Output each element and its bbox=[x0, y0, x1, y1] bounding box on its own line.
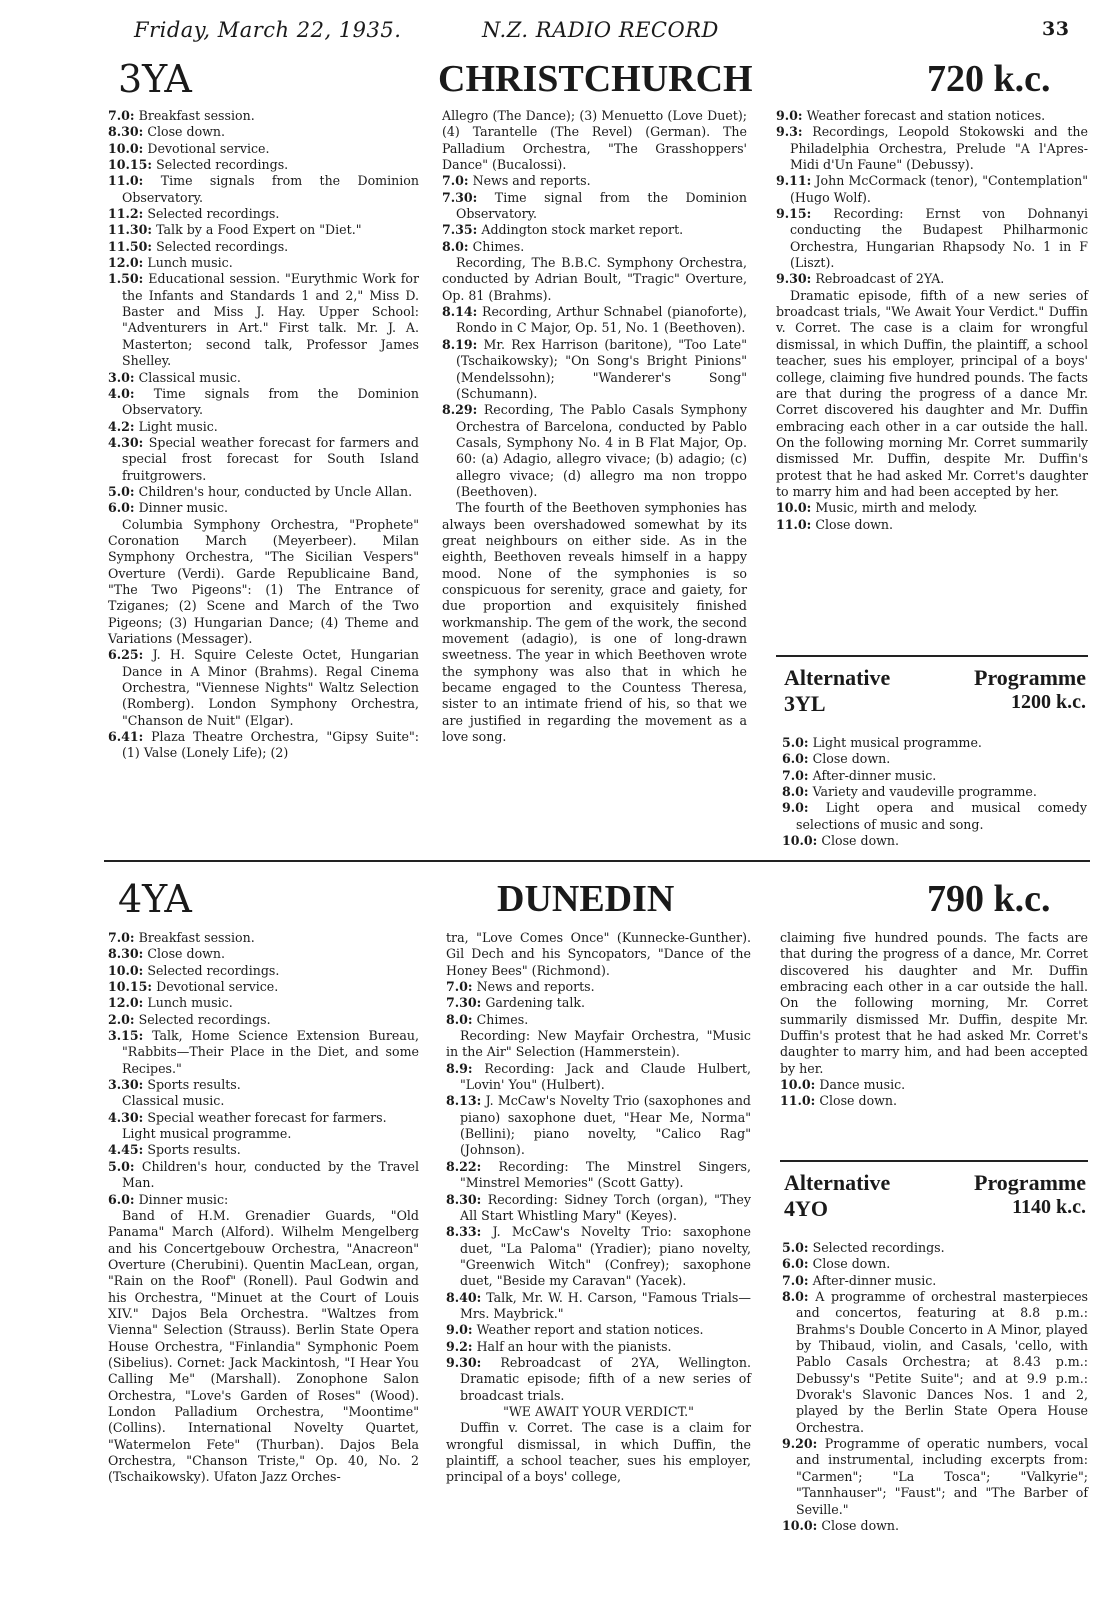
listing-entry bbox=[108, 157, 419, 173]
entry-text: Recording, Arthur Schnabel (pianoforte), Rondo in C Major, Op. 51, No. 1 (Beethoven). bbox=[456, 304, 747, 336]
entry-text: Chimes. bbox=[472, 238, 525, 254]
listing-entry bbox=[108, 435, 419, 484]
entry-text: Dinner music: bbox=[138, 1191, 229, 1207]
entry-text: Recording, The B.B.C. Symphony Orchestra, conducted by Adrian Boult, "Tragic" Overture, Op. 81 (Brahms). bbox=[442, 255, 747, 303]
entry-text: Children's hour, conducted by Uncle Allan. bbox=[138, 483, 413, 499]
time-label: 4.45: bbox=[108, 1142, 144, 1158]
time-label: 11.2: bbox=[108, 206, 144, 222]
listing-entry bbox=[108, 946, 419, 962]
time-label: 4.30: bbox=[108, 1109, 144, 1125]
listing-entry bbox=[108, 173, 419, 206]
listing-entry bbox=[776, 288, 1088, 500]
entry-text: Breakfast session. bbox=[138, 930, 255, 945]
entry-text: Special weather forecast for farmers. bbox=[147, 1109, 387, 1125]
listing-entry bbox=[446, 1028, 751, 1061]
time-label: 11.0: bbox=[780, 1093, 816, 1109]
alt-freq: 1200 k.c. bbox=[1011, 691, 1086, 713]
time-label: 12.0: bbox=[108, 995, 144, 1011]
entry-text: Weather report and station notices. bbox=[476, 1322, 704, 1338]
listing-entry bbox=[108, 419, 419, 435]
time-label: 10.15: bbox=[108, 157, 153, 173]
listing-entry bbox=[108, 930, 419, 946]
entry-text: Special weather forecast for farmers and special frost forecast for South Island fruitgrowers. bbox=[122, 434, 419, 483]
entry-text: Close down. bbox=[812, 1256, 891, 1272]
entry-text: Close down. bbox=[819, 1093, 898, 1109]
listing-entry bbox=[782, 1256, 1088, 1272]
entry-text: Recording: Sidney Torch (organ), "They All Start Whistling Mary" (Keyes). bbox=[460, 1191, 751, 1223]
time-label: 8.33: bbox=[446, 1224, 482, 1240]
listing-entry bbox=[782, 735, 1087, 751]
time-label: 8.0: bbox=[446, 1011, 473, 1027]
listing-entry bbox=[108, 206, 419, 222]
time-label: 9.3: bbox=[776, 124, 803, 140]
entry-text: Children's hour, conducted by the Travel Man. bbox=[122, 1158, 419, 1191]
listing-entry bbox=[446, 930, 751, 979]
entry-text: Gardening talk. bbox=[485, 995, 585, 1011]
listing-entry bbox=[776, 517, 1088, 533]
entry-text: Close down. bbox=[147, 946, 226, 962]
s1-alternative-box bbox=[776, 655, 1088, 735]
alt-call: 3YL bbox=[784, 691, 826, 716]
time-label: 6.25: bbox=[108, 647, 144, 663]
city-dunedin: DUNEDIN bbox=[497, 878, 675, 920]
time-label: 5.0: bbox=[782, 1240, 809, 1255]
entry-text: Variety and vaudeville programme. bbox=[812, 784, 1037, 800]
listing-entry bbox=[782, 1436, 1088, 1518]
time-label: 9.0: bbox=[782, 800, 809, 816]
listing-entry bbox=[108, 1208, 419, 1486]
time-label: 7.30: bbox=[442, 189, 478, 205]
entry-text: After-dinner music. bbox=[812, 1272, 937, 1288]
listing-entry bbox=[108, 1159, 419, 1192]
listing-entry bbox=[108, 108, 419, 124]
s2-col2 bbox=[446, 930, 751, 1486]
listing-entry bbox=[108, 255, 419, 271]
listing-entry bbox=[782, 1289, 1088, 1436]
entry-text: Duffin v. Corret. The case is a claim for wrongful dismissal, in which Duffin, the plaintiff, a school teacher, sues his employer, principal of a boys' college, bbox=[446, 1420, 751, 1485]
time-label: 8.0: bbox=[442, 238, 469, 254]
listing-entry bbox=[442, 255, 747, 304]
entry-text: tra, "Love Comes Once" (Kunnecke-Gunther). Gil Dech and his Syncopators, "Dance of the Honey Bees" (Richmond). bbox=[446, 930, 751, 978]
listing-entry bbox=[108, 1192, 419, 1208]
listing-entry bbox=[782, 751, 1087, 767]
station-call-4ya: 4YA bbox=[118, 877, 192, 921]
entry-text: Dramatic episode, fifth of a new series of broadcast trials, "We Await Your Verdict." Duffin v. Corret. The case is a claim for wrongful dismissal, in which Duffin, the plaintiff, a school teacher, sues his employer, principal of a boys' college, claiming five hundred pounds. The facts are that during the progress of a dance Mr. Corret discovered his daughter and Mr. Duffin embracing each other in a car outside the hall. On the following morning Mr. Corret summarily dismissed Mr. Duffin, despite Mr. Duffin's protest that he had asked Mr. Corret's daughter to marry him and had been accepted by her. bbox=[776, 287, 1088, 499]
time-label: 11.30: bbox=[108, 222, 153, 238]
listing-entry bbox=[776, 173, 1088, 206]
entry-text: Recording: Jack and Claude Hulbert, "Lovin' You" (Hulbert). bbox=[460, 1060, 751, 1093]
alt-label: Alternative bbox=[784, 1170, 891, 1195]
listing-entry bbox=[108, 386, 419, 419]
listing-entry bbox=[446, 1159, 751, 1192]
time-label: 9.0: bbox=[446, 1322, 473, 1338]
entry-text: Classical music. bbox=[138, 369, 241, 385]
listing-entry bbox=[446, 1290, 751, 1323]
time-label: 10.15: bbox=[108, 979, 153, 995]
time-label: 8.22: bbox=[446, 1158, 482, 1174]
listing-entry bbox=[776, 108, 1088, 124]
time-label: 9.30: bbox=[776, 271, 812, 287]
alt-label: Alternative bbox=[784, 665, 891, 690]
listing-entry bbox=[108, 124, 419, 140]
entry-text: J. McCaw's Novelty Trio (saxophones and piano) saxophone duet, "Hear Me, Norma" (Bellini); piano novelty, "Calico Rag" (Johnson). bbox=[460, 1093, 751, 1158]
listing-entry bbox=[776, 124, 1088, 173]
entry-text: Recording, The Pablo Casals Symphony Orchestra of Barcelona, conducted by Pablo Casals, Symphony No. 4 in B Flat Major, Op. 60: (a) Adagio, allegro vivace; (b) adagio; (c) allegro vivace; (d) allegro ma non troppo (Beethoven). bbox=[456, 402, 747, 499]
time-label: 5.0: bbox=[782, 735, 809, 750]
alt-call: 4YO bbox=[784, 1196, 828, 1221]
alt-freq: 1140 k.c. bbox=[1012, 1196, 1086, 1218]
entry-text: Weather forecast and station notices. bbox=[806, 108, 1046, 123]
entry-text: Band of H.M. Grenadier Guards, "Old Panama" March (Alford). Wilhelm Mengelberg and his Concertgebouw Orchestra, "Anacreon" Overture (Cherubini). Quentin MacLean, organ, "Rain on the Roof" (Ronell). Paul Godwin and his Orchestra, "Minuet at the Court of Louis XIV." Dajos Bela Orchestra. "Waltzes from Vienna" Selection (Strauss). Berlin State Opera House Orchestra, "Finlandia" Symphonic Poem (Sibelius). Cornet: Jack Mackintosh, "I Hear You Calling Me" (Marshall). Zonophone Salon Orchestra, "Love's Garden of Roses" (Wood). London Palladium Orchestra, "Moontime" (Collins). International Novelty Quartet, "Watermelon Fete" (Thurban). Dajos Bela Orchestra, "Chanson Triste," Op. 40, No. 2 (Tschaikowsky). Ufaton Jazz Orches- bbox=[108, 1207, 419, 1485]
entry-text: J. H. Squire Celeste Octet, Hungarian Dance in A Minor (Brahms). Regal Cinema Orchestra, "Viennese Nights" Waltz Selection (Romberg). London Symphony Orchestra, "Chanson de Nuit" (Elgar). bbox=[122, 647, 419, 728]
listing-entry bbox=[776, 206, 1088, 271]
time-label: 9.11: bbox=[776, 173, 812, 189]
entry-text: Selected recordings. bbox=[147, 962, 280, 978]
listing-entry bbox=[108, 271, 419, 369]
entry-text: Close down. bbox=[815, 516, 894, 532]
section-divider bbox=[104, 860, 1090, 862]
listing-entry bbox=[782, 1240, 1088, 1256]
listing-entry bbox=[442, 500, 747, 745]
time-label: 8.14: bbox=[442, 304, 478, 320]
entry-text: Close down. bbox=[147, 124, 226, 140]
time-label: 9.2: bbox=[446, 1338, 473, 1354]
s1-alt-list bbox=[782, 735, 1087, 849]
entry-text: News and reports. bbox=[476, 979, 595, 995]
listing-entry bbox=[108, 484, 419, 500]
listing-entry bbox=[442, 108, 747, 173]
listing-entry bbox=[442, 190, 747, 223]
entry-text: Devotional service. bbox=[147, 140, 270, 156]
time-label: 10.0: bbox=[776, 500, 812, 516]
time-label: 3.0: bbox=[108, 369, 135, 385]
entry-text: Rebroadcast of 2YA, Wellington. Dramatic episode; fifth of a new series of broadcast trials. bbox=[460, 1354, 751, 1403]
listing-entry bbox=[442, 337, 747, 402]
time-label: 7.35: bbox=[442, 222, 478, 238]
listing-entry bbox=[108, 1110, 419, 1126]
time-label: 6.41: bbox=[108, 729, 144, 745]
listing-entry bbox=[442, 402, 747, 500]
frequency-720: 720 k.c. bbox=[927, 58, 1051, 100]
station-call-3ya: 3YA bbox=[118, 57, 192, 101]
listing-entry bbox=[442, 239, 747, 255]
entry-text: Time signals from the Dominion Observatory. bbox=[122, 385, 419, 418]
entry-text: claiming five hundred pounds. The facts are that during the progress of a dance, Mr. Corret discovered his daughter and Mr. Duffin embracing each other in a car outside the hall. On the following morning, Mr. Corret summarily dismissed Mr. Duffin, despite Mr. Duffin's protest that he had asked Mr. Corret's daughter to marry him, and had been accepted by her. bbox=[780, 930, 1088, 1076]
listing-entry bbox=[108, 729, 419, 762]
listing-entry bbox=[108, 222, 419, 238]
time-label: 9.0: bbox=[776, 108, 803, 123]
listing-entry bbox=[446, 1420, 751, 1485]
listing-entry bbox=[108, 1028, 419, 1077]
entry-text: Lunch music. bbox=[147, 995, 233, 1011]
city-christchurch: CHRISTCHURCH bbox=[438, 58, 753, 100]
listing-entry bbox=[108, 1126, 419, 1142]
entry-text: Talk by a Food Expert on "Diet." bbox=[156, 222, 362, 238]
entry-text: Music, mirth and melody. bbox=[815, 500, 978, 516]
listing-entry bbox=[782, 784, 1087, 800]
time-label: 8.19: bbox=[442, 336, 478, 352]
listing-entry bbox=[446, 1192, 751, 1225]
entry-text: Talk, Home Science Extension Bureau, "Rabbits—Their Place in the Diet, and some Recipes." bbox=[122, 1028, 419, 1076]
entry-text: Columbia Symphony Orchestra, "Prophete" Coronation March (Meyerbeer). Milan Symphony Orchestra, "The Sicilian Vespers" Overture (Verdi). Garde Republicaine Band, "The Two Pigeons": (1) The Entrance of Tziganes; (2) Scene and March of the Two Pigeons; (3) Hungarian Dance; (4) Theme and Variations (Messager). bbox=[108, 516, 419, 646]
time-label: 6.0: bbox=[782, 1256, 809, 1272]
time-label: 11.50: bbox=[108, 238, 153, 254]
entry-text: Devotional service. bbox=[156, 979, 279, 995]
time-label: 10.0: bbox=[108, 962, 144, 978]
time-label: 6.0: bbox=[108, 1191, 135, 1207]
time-label: 11.0: bbox=[776, 516, 812, 532]
time-label: 8.13: bbox=[446, 1093, 482, 1109]
time-label: 8.40: bbox=[446, 1289, 482, 1305]
listing-entry bbox=[108, 1142, 419, 1158]
entry-text: Dinner music. bbox=[138, 500, 229, 516]
listing-entry bbox=[108, 239, 419, 255]
entry-text: Recordings, Leopold Stokowski and the Philadelphia Orchestra, Prelude "A l'Apres-Midi d'Un Faune" (Debussy). bbox=[790, 124, 1089, 173]
entry-text: Sports results. bbox=[147, 1077, 241, 1093]
listing-entry bbox=[446, 1322, 751, 1338]
entry-text: News and reports. bbox=[472, 173, 591, 189]
listing-entry bbox=[108, 979, 419, 995]
time-label: 7.30: bbox=[446, 995, 482, 1011]
time-label: 7.0: bbox=[108, 930, 135, 945]
entry-text: Recording: The Minstrel Singers, "Minstrel Memories" (Scott Gatty). bbox=[460, 1158, 751, 1191]
listing-entry bbox=[782, 833, 1087, 849]
time-label: 10.0: bbox=[782, 833, 818, 849]
entry-text: Light musical programme. bbox=[812, 735, 982, 750]
listing-entry bbox=[108, 963, 419, 979]
time-label: 7.0: bbox=[442, 173, 469, 189]
entry-text: Recording: New Mayfair Orchestra, "Music in the Air" Selection (Hammerstein). bbox=[446, 1028, 751, 1060]
time-label: 12.0: bbox=[108, 255, 144, 271]
time-label: 4.30: bbox=[108, 434, 144, 450]
time-label: 9.30: bbox=[446, 1354, 482, 1370]
listing-entry bbox=[782, 800, 1087, 833]
entry-text: Plaza Theatre Orchestra, "Gipsy Suite": (1) Valse (Lonely Life); (2) bbox=[122, 729, 419, 761]
entry-text: Recording: Ernst von Dohnanyi conducting the Budapest Philharmonic Orchestra, Hungarian Rhapsody No. 1 in F (Liszt). bbox=[790, 206, 1088, 271]
entry-text: Close down. bbox=[812, 751, 891, 767]
listing-entry bbox=[108, 1077, 419, 1093]
entry-text: Addington stock market report. bbox=[481, 222, 684, 238]
entry-text: Allegro (The Dance); (3) Menuetto (Love Duet); (4) Tarantelle (The Revel) (German). The Palladium Orchestra, "The Grasshoppers' Dance" (Bucalossi). bbox=[442, 108, 747, 173]
time-label: 7.0: bbox=[782, 1272, 809, 1288]
s2-col1 bbox=[108, 930, 419, 1486]
time-label: 7.0: bbox=[108, 108, 135, 123]
entry-text: Selected recordings. bbox=[147, 206, 280, 222]
listing-entry bbox=[780, 1093, 1088, 1109]
time-label: 3.30: bbox=[108, 1077, 144, 1093]
listing-entry bbox=[780, 1077, 1088, 1093]
listing-entry bbox=[108, 500, 419, 516]
listing-entry bbox=[446, 1224, 751, 1289]
entry-text: A programme of orchestral masterpieces and concertos, featuring at 8.8 p.m.: Brahms's Double Concerto in A Minor, played by Thibaud, violin, and Casals, 'cello, with Pablo Casals Orchestra; at 8.43 p.m.: Debussy's "Petite Suite"; and at 9.9 p.m.: Dvorak's Slavonic Dances Nos. 1 and 2, played by the Berlin State Opera House Orchestra. bbox=[796, 1289, 1088, 1435]
entry-text: "WE AWAIT YOUR VERDICT." bbox=[503, 1403, 694, 1419]
s1-col1 bbox=[108, 108, 419, 762]
page-number: 33 bbox=[1042, 18, 1070, 40]
time-label: 8.29: bbox=[442, 402, 478, 418]
listing-entry bbox=[108, 647, 419, 729]
listing-entry bbox=[108, 370, 419, 386]
s2-alternative-box bbox=[780, 1160, 1088, 1240]
entry-text: Chimes. bbox=[476, 1011, 529, 1027]
entry-text: Light musical programme. bbox=[122, 1126, 292, 1142]
time-label: 10.0: bbox=[782, 1517, 818, 1533]
listing-entry bbox=[446, 1355, 751, 1404]
time-label: 1.50: bbox=[108, 271, 144, 287]
s2-col3 bbox=[780, 930, 1088, 1110]
listing-entry bbox=[108, 141, 419, 157]
time-label: 10.0: bbox=[780, 1077, 816, 1093]
time-label: 3.15: bbox=[108, 1028, 144, 1044]
time-label: 8.0: bbox=[782, 1289, 809, 1305]
entry-text: Dance music. bbox=[819, 1077, 906, 1093]
entry-text: Mr. Rex Harrison (baritone), "Too Late" (Tschaikowsky); "On Song's Bright Pinions" (Mendelssohn); "Wanderer's Song" (Schumann). bbox=[456, 336, 747, 401]
listing-entry bbox=[782, 1273, 1088, 1289]
entry-text: Classical music. bbox=[122, 1093, 225, 1109]
time-label: 8.0: bbox=[782, 784, 809, 800]
entry-text: Time signal from the Dominion Observatory. bbox=[456, 189, 747, 222]
entry-text: Close down. bbox=[821, 833, 900, 849]
listing-entry bbox=[782, 1518, 1088, 1534]
entry-text: Selected recordings. bbox=[156, 238, 289, 254]
time-label: 6.0: bbox=[108, 500, 135, 516]
time-label: 6.0: bbox=[782, 751, 809, 767]
entry-text: Selected recordings. bbox=[138, 1011, 271, 1027]
entry-text: Talk, Mr. W. H. Carson, "Famous Trials—Mrs. Maybrick." bbox=[460, 1289, 751, 1321]
time-label: 4.0: bbox=[108, 385, 135, 401]
alt-label2: Programme bbox=[974, 1170, 1086, 1195]
entry-text: Half an hour with the pianists. bbox=[476, 1338, 672, 1354]
header-date: Friday, March 22, 1935. bbox=[134, 18, 402, 42]
entry-text: Educational session. "Eurythmic Work for the Infants and Standards 1 and 2," Miss D. Baster and Miss J. Hay. Upper School: "Adventurers in Art." First talk. Mr. J. A. Masterton; second talk, Professor James Shelley. bbox=[122, 271, 419, 369]
listing-entry bbox=[446, 1012, 751, 1028]
entry-text: The fourth of the Beethoven symphonies has always been overshadowed somewhat by its great neighbours on either side. As in the eighth, Beethoven reveals himself in a happy mood. None of the symphonies is so conspicuous for serenity, grace and gaiety, for due proportion and exquisitely finished workmanship. The gem of the work, the second movement (adagio), is one of long-drawn sweetness. The year in which Beethoven wrote the symphony was also that in which he became engaged to the Countess Theresa, sister to an intimate friend of his, so that we are justified in regarding the movement as a love song. bbox=[442, 500, 747, 745]
entry-text: Light opera and musical comedy selections of music and song. bbox=[796, 800, 1087, 832]
header-title: N.Z. RADIO RECORD bbox=[482, 18, 719, 42]
entry-text: J. McCaw's Novelty Trio: saxophone duet, "La Paloma" (Yradier); piano novelty, "Greenwich Witch" (Confrey); saxophone duet, "Beside my Caravan" (Yacek). bbox=[460, 1224, 751, 1289]
entry-text: Sports results. bbox=[147, 1142, 241, 1158]
alt-label2: Programme bbox=[974, 665, 1086, 690]
listing-entry bbox=[442, 304, 747, 337]
s1-col3 bbox=[776, 108, 1088, 533]
listing-entry bbox=[442, 222, 747, 238]
listing-entry bbox=[446, 1093, 751, 1158]
entry-text: Lunch music. bbox=[147, 255, 233, 271]
time-label: 4.2: bbox=[108, 418, 135, 434]
time-label: 8.30: bbox=[108, 124, 144, 140]
entry-text: Breakfast session. bbox=[138, 108, 255, 123]
entry-text: Close down. bbox=[821, 1517, 900, 1533]
listing-entry bbox=[108, 1093, 419, 1109]
s2-alt-list bbox=[782, 1240, 1088, 1534]
listing-entry bbox=[108, 1012, 419, 1028]
entry-text: Time signals from the Dominion Observatory. bbox=[122, 173, 419, 205]
time-label: 8.9: bbox=[446, 1060, 473, 1076]
listing-entry bbox=[446, 979, 751, 995]
time-label: 7.0: bbox=[782, 767, 809, 783]
time-label: 8.30: bbox=[108, 946, 144, 962]
listing-entry bbox=[108, 995, 419, 1011]
listing-entry bbox=[446, 1061, 751, 1094]
time-label: 2.0: bbox=[108, 1011, 135, 1027]
entry-text: Selected recordings. bbox=[812, 1240, 945, 1255]
listing-entry bbox=[446, 995, 751, 1011]
entry-text: Selected recordings. bbox=[156, 157, 289, 173]
listing-entry bbox=[782, 768, 1087, 784]
time-label: 9.20: bbox=[782, 1436, 818, 1452]
time-label: 9.15: bbox=[776, 206, 812, 222]
listing-entry bbox=[446, 1404, 751, 1420]
listing-entry bbox=[446, 1339, 751, 1355]
listing-entry bbox=[776, 500, 1088, 516]
time-label: 10.0: bbox=[108, 140, 144, 156]
entry-text: After-dinner music. bbox=[812, 767, 937, 783]
entry-text: John McCormack (tenor), "Contemplation" (Hugo Wolf). bbox=[790, 173, 1088, 205]
entry-text: Light music. bbox=[138, 418, 218, 434]
listing-entry bbox=[776, 271, 1088, 287]
entry-text: Programme of operatic numbers, vocal and instrumental, including excerpts from: "Carmen"; "La Tosca"; "Valkyrie"; "Tannhauser"; "Faust"; and "The Barber of Seville." bbox=[796, 1436, 1088, 1517]
listing-entry bbox=[780, 930, 1088, 1077]
frequency-790: 790 k.c. bbox=[927, 878, 1051, 920]
listing-entry bbox=[108, 517, 419, 648]
s1-col2 bbox=[442, 108, 747, 745]
time-label: 7.0: bbox=[446, 979, 473, 995]
listing-entry bbox=[442, 173, 747, 189]
entry-text: Rebroadcast of 2YA. bbox=[815, 271, 945, 287]
time-label: 11.0: bbox=[108, 173, 144, 189]
time-label: 5.0: bbox=[108, 1158, 135, 1174]
time-label: 8.30: bbox=[446, 1191, 482, 1207]
time-label: 5.0: bbox=[108, 483, 135, 499]
